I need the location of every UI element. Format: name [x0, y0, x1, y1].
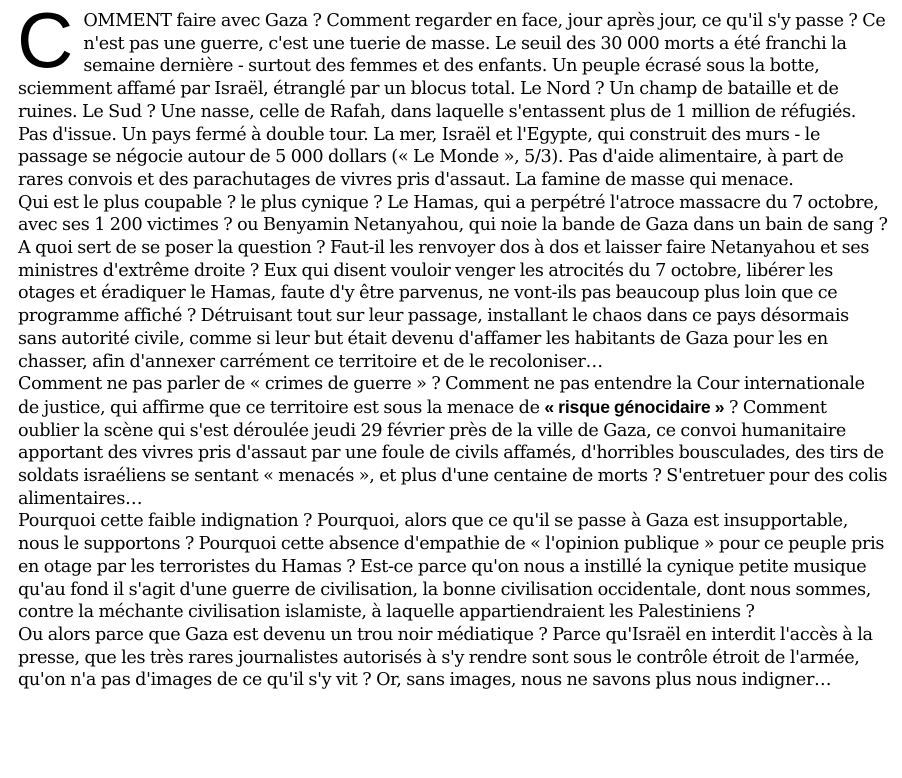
paragraph-1 [17, 0, 890, 192]
bold-quote: « risque génocidaire » [544, 396, 725, 417]
drop-cap: C [17, 0, 74, 84]
paragraph-5: Ou alors parce que Gaza est devenu un trou noir médiatique ? Parce qu'Israël en interdit l'accès à la presse, que les très rares journalistes autorisés à s'y rendre sont sous le contrôle étroit de l'armée, qu'on n'a pas d'images de ce qu'il s'y vit ? Or, sans images, nous ne savons plus nous indigner… [18, 624, 873, 691]
paragraph-4: Pourquoi cette faible indignation ? Pourquoi, alors que ce qu'il se passe à Gaza est insupportable, nous le supportons ? Pourquoi cette absence d'empathie de « l'opinion publique » pour ce peuple pris en otage par les terroristes du Hamas ? Est-ce parce qu'on nous a instillé la cynique petite musique qu'au fond il s'agit d'une guerre de civilisation, la bonne civilisation occidentale, dont nous sommes, contre la méchante civilisation islamiste, à laquelle appartiendraient les Palestiniens ? [18, 511, 885, 623]
paragraph-3-text-after: ? Comment oublier la scène qui s'est déroulée jeudi 29 février près de la ville de Gaza, ce convoi humanitaire apportant des vivres pris d'assaut par une foule de civils affamés, d'horribles bousculades, des tirs de soldats israéliens se sentant « menacés », et plus d'une centaine de morts ? S'entretuer pour des colis alimentaires… [18, 397, 888, 509]
paragraph-3-text-before: Comment ne pas parler de « crimes de guerre » ? Comment ne pas entendre la Cour internationale de justice, qui affirme que ce territoire est sous la menace de [18, 374, 865, 418]
paragraph-2: Qui est le plus coupable ? le plus cynique ? Le Hamas, qui a perpétré l'atroce massacre du 7 octobre, avec ses 1 200 victimes ? ou Benyamin Netanyahou, qui noie la bande de Gaza dans un bain de sang ? A quoi sert de se poser la question ? Faut-il les renvoyer dos à dos et laisser faire Netanyahou et ses ministres d'extrême droite ? Eux qui disent vouloir venger les atrocités du 7 octobre, libérer les otages et éradiquer le Hamas, faute d'y être parvenus, ne vont-ils pas beaucoup plus loin que ce programme affiché ? Détruisant tout sur leur passage, installant le chaos dans ce pays désormais sans autorité civile, comme si leur but était devenu d'affamer les habitants de Gaza pour les en chasser, afin d'annexer carrément ce territoire et de le recoloniser… [18, 192, 888, 372]
article-body [17, 0, 890, 692]
paragraph-3 [18, 373, 890, 510]
paragraph-1-text: OMMENT faire avec Gaza ? Comment regarder en face, jour après jour, ce qu'il s'y passe ? Ce n'est pas une guerre, c'est une tuerie de masse. Le seuil des 30 000 morts a été franchi la semaine dernière - surtout des femmes et des enfants. Un peuple écrasé sous la botte, sciemment affamé par Israël, étranglé par un blocus total. Le Nord ? Un champ de bataille et de ruines. Le Sud ? Une nasse, celle de Rafah, dans laquelle s'entassent plus de 1 million de réfugiés. Pas d'issue. Un pays fermé à double tour. La mer, Israël et l'Egypte, qui construit des murs - le passage se négocie autour de 5 000 dollars (« Le Monde », 5/3). Pas d'aide alimentaire, à part de rares convois et des parachutages de vivres pris d'assaut. La famine de masse qui menace. [18, 11, 886, 190]
